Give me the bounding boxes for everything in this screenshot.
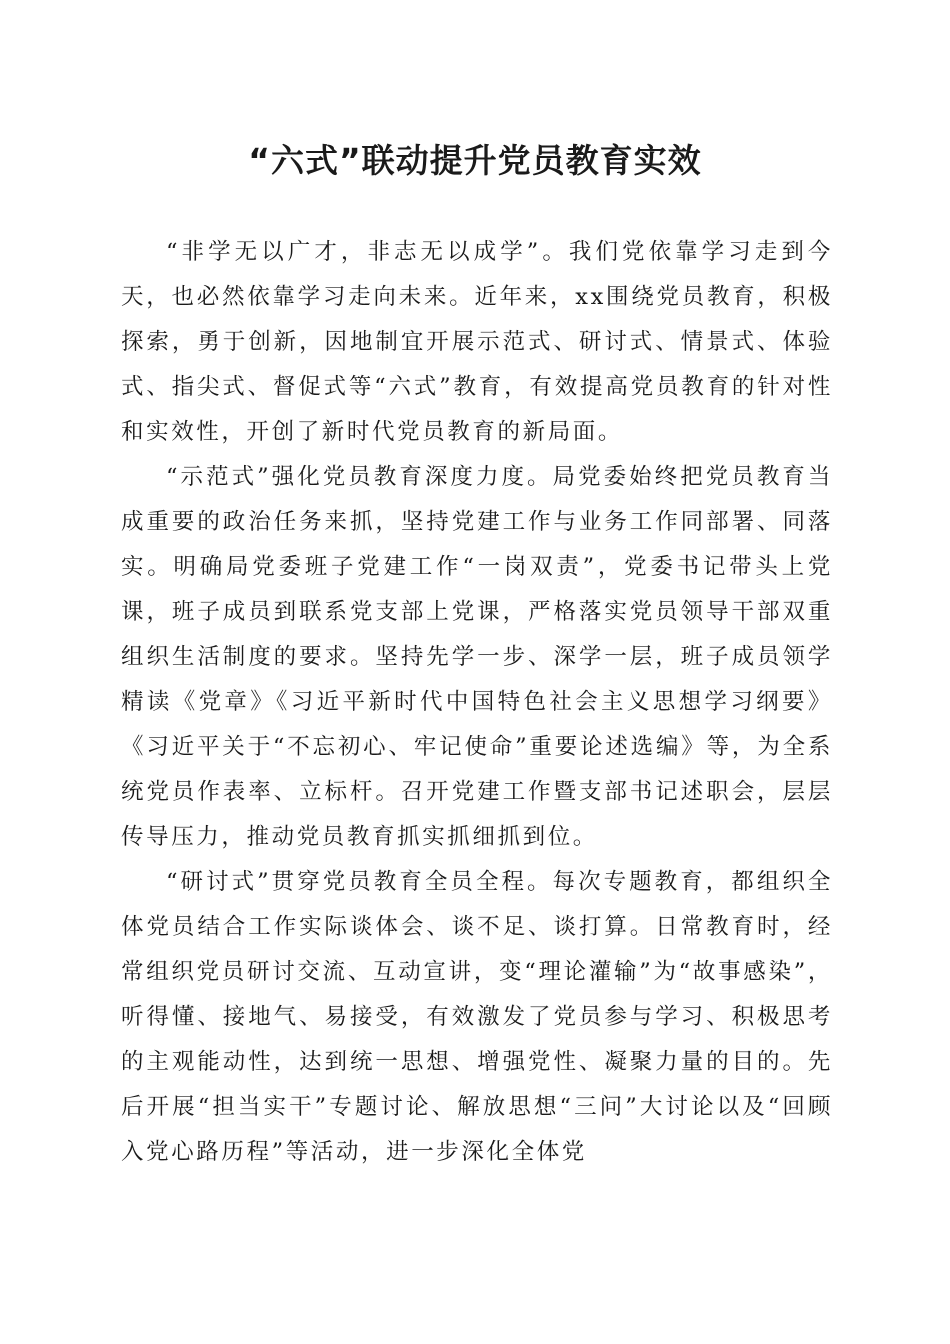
paragraph-demonstration: “示范式”强化党员教育深度力度。局党委始终把党员教育当成重要的政治任务来抓，坚持党建工作与业务工作同部署、同落实。明确局党委班子党建工作“一岗双责”，党委书记带头上党课，班子成员到联系党支部上党课，严格落实党员领导干部双重组织生活制度的要求。坚持先学一步、深学一层，班子成员领学精读《党章》《习近平新时代中国特色社会主义思想学习纲要》《习近平关于“不忘初心、牢记使命”重要论述选编》等，为全系统党员作表率、立标杆。召开党建工作暨支部书记述职会，层层传导压力，推动党员教育抓实抓细抓到位。	[121, 464, 833, 850]
paragraph-intro: “非学无以广才，非志无以成学”。我们党依靠学习走到今天，也必然依靠学习走向未来。近年来，xx围绕党员教育，积极探索，勇于创新，因地制宜开展示范式、研讨式、情景式、体验式、指尖式、督促式等“六式”教育，有效提高党员教育的针对性和实效性，开创了新时代党员教育的新局面。	[121, 239, 833, 445]
document-title: “六式”联动提升党员教育实效	[248, 141, 702, 180]
document-body	[121, 230, 833, 1175]
paragraph-discussion: “研讨式”贯穿党员教育全员全程。每次专题教育，都组织全体党员结合工作实际谈体会、谈不足、谈打算。日常教育时，经常组织党员研讨交流、互动宣讲，变“理论灌输”为“故事感染”，听得懂、接地气、易接受，有效激发了党员参与学习、积极思考的主观能动性，达到统一思想、增强党性、凝聚力量的目的。先后开展“担当实干”专题讨论、解放思想“三问”大讨论以及“回顾入党心路历程”等活动，进一步深化全体党	[121, 869, 833, 1165]
